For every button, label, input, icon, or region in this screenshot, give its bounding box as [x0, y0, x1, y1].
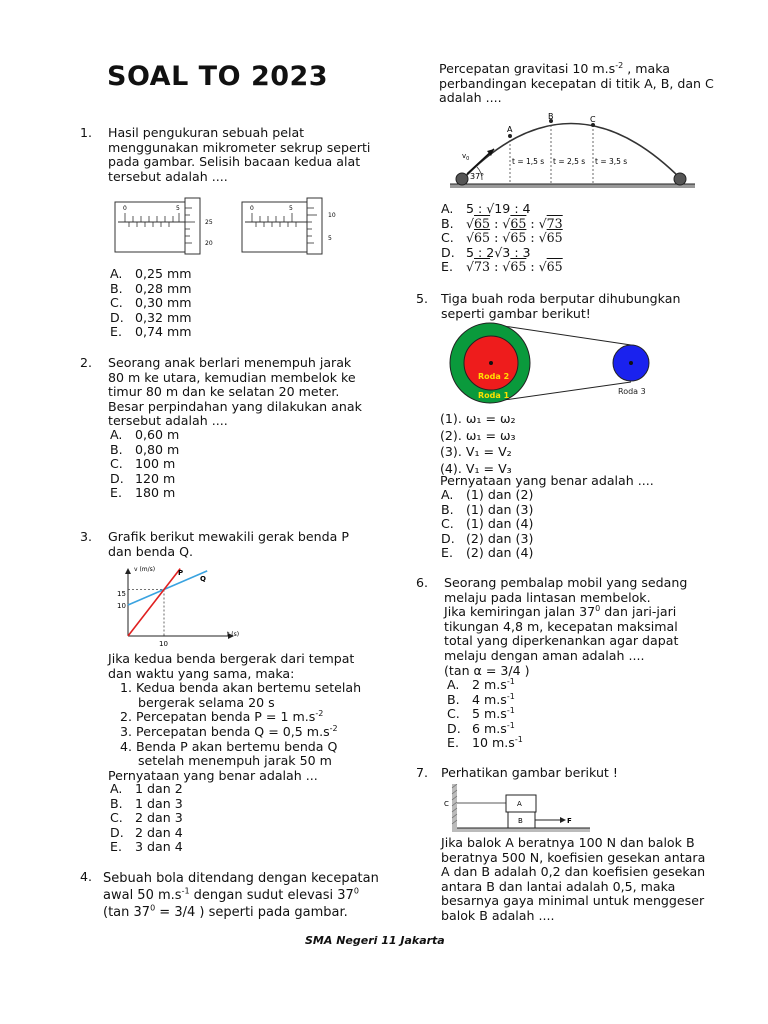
q1-option-c[interactable]	[110, 296, 192, 311]
option-text: (1) dan (4)	[466, 516, 534, 532]
q2-line: Seorang anak berlari menempuh jarak	[108, 355, 352, 370]
y-tick-10: 10	[117, 602, 126, 610]
ball-end	[674, 173, 686, 185]
option-letter: C.	[441, 516, 454, 532]
q5-statement: (1). ω₁ = ω₂	[440, 411, 516, 426]
q7-line: beratnya 500 N, koefisien gesekan antara	[441, 849, 706, 865]
q4-option-e[interactable]	[441, 260, 563, 275]
q1-option-d[interactable]	[110, 311, 192, 326]
q5-line: Tiga buah roda berputar dihubungkan	[441, 291, 681, 306]
radicand: 73	[474, 259, 491, 275]
q6-option-e[interactable]	[447, 736, 523, 751]
option-letter: D.	[110, 309, 124, 325]
option-letter: B.	[110, 441, 123, 457]
v0-sub: 0	[466, 156, 470, 162]
q4-line-2-sup: -1	[181, 886, 190, 896]
option-letter: B.	[441, 215, 454, 231]
q2-option-a[interactable]	[110, 428, 179, 443]
q3-intro: Jika kedua benda bergerak dari tempat	[108, 651, 355, 666]
q6-line-5: total yang diperkenankan agar dapat	[444, 633, 679, 649]
option-letter: D.	[447, 720, 461, 736]
option-value: 6 m.s	[472, 720, 507, 736]
q1-options	[110, 267, 192, 340]
q2-line: tersebut adalah ....	[108, 413, 228, 429]
q4-cont-2: perbandingan kecepatan di titik A, B, dan C	[439, 75, 714, 91]
q1-option-b[interactable]	[110, 282, 192, 297]
option-letter: C.	[110, 810, 123, 826]
option-expr: √65 : √65 : √73	[466, 215, 563, 231]
option-letter: E.	[110, 839, 122, 855]
v0-text: v	[462, 152, 467, 160]
q2-option-c[interactable]	[110, 457, 179, 472]
q5-number: 5.	[416, 291, 429, 306]
x-tick-10: 10	[159, 640, 168, 648]
q6-option-c[interactable]	[447, 707, 523, 722]
series-q-label: Q	[200, 575, 206, 583]
option-letter: B.	[441, 501, 454, 517]
statement-sup: -2	[329, 723, 338, 733]
q5-statements	[440, 411, 516, 477]
q4-line-2-deg: 0	[353, 886, 359, 896]
option-text: 1 dan 2	[135, 781, 183, 796]
option-letter: B.	[110, 795, 123, 811]
q6-line-1: Seorang pembalap mobil yang sedang	[444, 575, 688, 590]
q7-line: Jika balok A beratnya 100 N dan balok B	[441, 835, 695, 850]
option-letter: E.	[447, 735, 459, 751]
q4-line-3	[103, 904, 379, 921]
option-text: 180 m	[135, 485, 176, 501]
q4-number: 4.	[80, 869, 93, 884]
q1-number: 1.	[80, 125, 93, 140]
q4-line-1: Sebuah bola ditendang dengan kecepatan	[103, 871, 379, 886]
q5-line: seperti gambar berikut!	[441, 305, 591, 321]
option-letter: E.	[110, 324, 122, 340]
radicand: 65	[510, 259, 527, 275]
q6-number: 6.	[416, 575, 429, 590]
q4-cont-1	[439, 62, 714, 77]
footer-school: SMA Negeri 11 Jakarta	[305, 934, 445, 947]
micrometer-right	[242, 198, 336, 254]
q2-line: 80 m ke utara, kemudian membelok ke	[108, 369, 356, 385]
left-thimble-20: 20	[205, 240, 213, 247]
series-q-line	[128, 571, 207, 605]
q4-option-a[interactable]	[441, 202, 563, 217]
q3-statement-1-cont: bergerak selama 20 s	[138, 694, 275, 710]
option-text: 2 dan 3	[135, 810, 183, 826]
page-title: SOAL TO 2023	[107, 61, 329, 92]
q5-statement: (3). V₁ = V₂	[440, 444, 512, 459]
q1-line: Hasil pengukuran sebuah pelat	[108, 125, 305, 140]
q3-option-b[interactable]	[110, 797, 183, 812]
q7-line-1: Perhatikan gambar berikut !	[441, 765, 618, 780]
block-b-label: B	[518, 817, 523, 825]
q5-option-b[interactable]	[441, 503, 533, 518]
option-text	[472, 693, 515, 708]
q4-cont-1-sup: -2	[615, 60, 624, 70]
q3-statement-4	[108, 740, 361, 755]
statement-text: Benda P akan bertemu benda Q	[136, 738, 338, 754]
option-letter: A.	[110, 427, 123, 442]
option-letter: A.	[110, 781, 123, 796]
micrometer-figure	[110, 194, 350, 258]
option-text: 0,28 mm	[135, 280, 192, 296]
statement-sup: -2	[315, 709, 324, 719]
roda1-label: Roda 1	[478, 391, 510, 400]
q1-line: pada gambar. Selisih bacaan kedua alat	[108, 154, 361, 170]
q3-option-d[interactable]	[110, 826, 183, 841]
q6-options	[447, 678, 523, 751]
radicand: 65	[546, 230, 563, 246]
micrometer-left	[115, 198, 213, 254]
option-text: 0,25 mm	[135, 266, 192, 281]
q4-options	[441, 202, 563, 275]
statement-text: Kedua benda akan bertemu setelah	[136, 680, 362, 696]
q6-line-3-deg: 0	[595, 604, 601, 613]
q3-statement-2	[108, 710, 361, 725]
q5-stem	[441, 292, 680, 321]
q3-body	[108, 652, 361, 783]
option-text: 3 dan 4	[135, 839, 183, 855]
q1-line: menggunakan mikrometer sekrup seperti	[108, 139, 371, 155]
ground	[450, 184, 695, 188]
option-letter: C.	[110, 295, 123, 311]
q4-cont-3: adalah ....	[439, 90, 502, 106]
q2-stem	[108, 356, 362, 429]
q3-line: dan benda Q.	[108, 543, 194, 559]
q4-cont-1b: , maka	[623, 61, 671, 76]
time-1-label: t = 1,5 s	[512, 157, 545, 166]
y-tick-15: 15	[117, 590, 126, 598]
left-thimble-25: 25	[205, 219, 213, 226]
q7-line: besarnya gaya minimal untuk menggeser	[441, 893, 705, 909]
q6-line-7: (tan α = 3/4 )	[444, 662, 530, 678]
q3-intro: dan waktu yang sama, maka:	[108, 665, 295, 681]
right-scale-0: 0	[250, 205, 254, 212]
point-a-label: A	[507, 125, 513, 134]
time-3-label: t = 3,5 s	[595, 157, 628, 166]
q6-line-2: melaju pada lintasan membelok.	[444, 589, 651, 605]
q3-option-e[interactable]	[110, 840, 183, 855]
q6-stem	[444, 576, 687, 678]
option-letter: A.	[441, 487, 454, 502]
radicand: 65	[474, 230, 491, 246]
option-letter: E.	[441, 545, 453, 561]
q6-line-3b: dan jari-jari	[600, 604, 677, 620]
point-b-label: B	[548, 112, 554, 121]
option-text	[472, 736, 523, 751]
q4-projectile-figure	[450, 112, 695, 192]
q4-option-b[interactable]	[441, 217, 563, 232]
option-text: 100 m	[135, 456, 176, 472]
q7-line: antara B dan lantai adalah 0,5, maka	[441, 878, 676, 894]
q3-statement-3	[108, 725, 361, 740]
q2-option-e[interactable]	[110, 486, 179, 501]
q1-line: tersebut adalah ....	[108, 168, 228, 184]
option-expr: √73 : √65 : √65	[466, 259, 563, 275]
ball-start	[456, 173, 468, 185]
option-text: 1 dan 3	[135, 795, 183, 811]
option-text: 0,32 mm	[135, 309, 192, 325]
right-thimble-10: 10	[328, 212, 336, 219]
q2-line: Besar perpindahan yang dilakukan anak	[108, 398, 362, 414]
q4-line-2	[103, 887, 379, 904]
option-expr: √65 : √65 : √65	[466, 230, 563, 246]
option-letter: E.	[441, 259, 453, 275]
q3-option-c[interactable]	[110, 811, 183, 826]
option-letter: A.	[110, 266, 123, 281]
y-axis-label: v (m/s)	[134, 566, 156, 573]
q5-option-e[interactable]	[441, 546, 533, 561]
q5-option-a[interactable]	[441, 488, 533, 503]
radicand: 65	[474, 215, 491, 231]
q2-options	[110, 428, 179, 501]
option-text	[472, 722, 515, 737]
right-thimble-5: 5	[328, 235, 332, 242]
option-value: 4 m.s	[472, 691, 507, 707]
q3-velocity-graph	[108, 562, 258, 648]
q3-line: Grafik berikut mewakili gerak benda P	[108, 529, 349, 544]
q5-wheels-figure	[438, 322, 668, 406]
q2-option-d[interactable]	[110, 472, 179, 487]
option-letter: C.	[110, 456, 123, 472]
q4-stem	[103, 870, 379, 921]
series-p-label: P	[178, 569, 184, 577]
q4-line-2a: awal 50 m.s	[103, 888, 182, 903]
option-text: 2 dan 4	[135, 824, 183, 840]
q3-number: 3.	[80, 529, 93, 544]
q5-statement: (4). V₁ = V₃	[440, 460, 512, 476]
q7-line: balok B adalah ....	[441, 907, 555, 923]
q7-line: A dan B adalah 0,2 dan koefisien gesekan	[441, 864, 706, 880]
option-letter: E.	[110, 485, 122, 501]
option-value: 2 m.s	[472, 677, 507, 692]
point-c-label: C	[444, 800, 449, 808]
q5-option-c[interactable]	[441, 517, 533, 532]
option-text: (1) dan (3)	[466, 501, 534, 517]
option-sup: -1	[514, 735, 523, 745]
statement-number: 3.	[120, 723, 133, 739]
time-markers	[510, 121, 593, 184]
radicand: 65	[546, 259, 563, 275]
statement-number: 1.	[120, 680, 133, 696]
q6-option-d[interactable]	[447, 722, 523, 737]
v0-label	[462, 152, 469, 162]
q1-stem	[108, 126, 370, 184]
option-text: (2) dan (3)	[466, 530, 534, 546]
q4-line-3b: = 3/4 ) seperti pada gambar.	[155, 905, 348, 920]
point-c-label: C	[590, 115, 596, 124]
option-letter: D.	[110, 824, 124, 840]
q5-options	[441, 488, 533, 561]
option-text: (1) dan (2)	[466, 487, 534, 502]
angle-label: 37°	[470, 172, 485, 181]
option-letter: B.	[447, 691, 460, 707]
q4-line-3-deg: 0	[150, 903, 156, 913]
option-letter: C.	[447, 706, 460, 722]
q3-statement-4-cont: setelah menempuh jarak 50 m	[138, 753, 332, 769]
wheel-3-center	[629, 361, 633, 365]
radicand: 73	[546, 215, 563, 231]
statement-text: Percepatan benda Q = 0,5 m.s	[136, 723, 330, 739]
statement-number: 2.	[120, 709, 133, 725]
q6-line-4: tikungan 4,8 m, kecepatan maksimal	[444, 618, 678, 634]
radicand: 65	[510, 230, 527, 246]
option-text: 0,30 mm	[135, 295, 192, 311]
roda3-label: Roda 3	[618, 387, 646, 396]
option-text	[472, 678, 515, 693]
q6-line-6: melaju dengan aman adalah ....	[444, 647, 645, 663]
option-letter: C.	[441, 230, 454, 246]
q3-statement-1	[108, 681, 361, 696]
option-sup: -1	[506, 676, 515, 686]
option-letter: D.	[441, 530, 455, 546]
left-scale-5: 5	[176, 205, 180, 212]
q7-stem	[441, 836, 705, 924]
q6-option-b[interactable]	[447, 693, 523, 708]
force-label: F	[567, 817, 572, 825]
q2-line: timur 80 m dan ke selatan 20 meter.	[108, 384, 340, 400]
q5-option-d[interactable]	[441, 532, 533, 547]
option-value: 5 m.s	[472, 706, 507, 722]
time-2-label: t = 2,5 s	[553, 157, 586, 166]
q4-line-3a: (tan 37	[103, 905, 151, 920]
option-text: 5 : 2√3 : 3	[466, 244, 531, 260]
roda2-label: Roda 2	[478, 372, 510, 381]
option-sup: -1	[506, 691, 515, 701]
q7-blocks-figure	[440, 784, 590, 834]
q3-option-a[interactable]	[110, 782, 183, 797]
option-value: 10 m.s	[472, 735, 515, 751]
option-letter: A.	[441, 201, 454, 216]
option-text: 5 : √19 : 4	[466, 201, 531, 216]
q1-option-a[interactable]	[110, 267, 192, 282]
option-text: 0,74 mm	[135, 324, 192, 340]
left-scale-0: 0	[123, 205, 127, 212]
q3-options	[110, 782, 183, 855]
q4-line-2b: dengan sudut elevasi 37	[189, 888, 354, 903]
option-letter: B.	[110, 280, 123, 296]
wheel-center	[489, 361, 493, 365]
option-sup: -1	[506, 706, 515, 715]
q7-number: 7.	[416, 765, 429, 780]
option-text	[472, 707, 515, 722]
q2-option-b[interactable]	[110, 443, 179, 458]
x-axis-label: t (s)	[227, 631, 240, 638]
q6-line-3a: Jika kemiringan jalan 37	[444, 604, 596, 620]
option-text: 120 m	[135, 470, 176, 486]
q4-cont-1a: Percepatan gravitasi 10 m.s	[439, 61, 616, 76]
y-axis-arrow	[125, 568, 131, 574]
q3-question: Pernyataan yang benar adalah ...	[108, 767, 318, 783]
q5-question: Pernyataan yang benar adalah ....	[440, 473, 654, 488]
q6-option-a[interactable]	[447, 678, 523, 693]
option-text: 0,80 m	[135, 441, 180, 457]
q4-stem-cont	[439, 62, 714, 106]
option-letter: D.	[441, 244, 455, 260]
block-a-label: A	[517, 800, 522, 808]
floor	[452, 828, 590, 832]
trajectory-curve	[462, 124, 682, 181]
right-scale-5: 5	[289, 205, 293, 212]
option-text: (2) dan (4)	[466, 545, 534, 561]
statement-text: Percepatan benda P = 1 m.s	[136, 709, 316, 725]
statement-number: 4.	[120, 738, 133, 754]
q6-line-3	[444, 605, 687, 620]
q2-number: 2.	[80, 355, 93, 370]
option-sup: -1	[506, 720, 515, 730]
option-letter: A.	[447, 677, 460, 692]
q1-option-e[interactable]	[110, 325, 192, 340]
q5-statement: (2). ω₁ = ω₃	[440, 427, 516, 443]
option-letter: D.	[110, 470, 124, 486]
radicand: 65	[510, 215, 527, 231]
q3-stem	[108, 530, 349, 559]
option-text: 0,60 m	[135, 427, 180, 442]
q4-option-c[interactable]	[441, 231, 563, 246]
